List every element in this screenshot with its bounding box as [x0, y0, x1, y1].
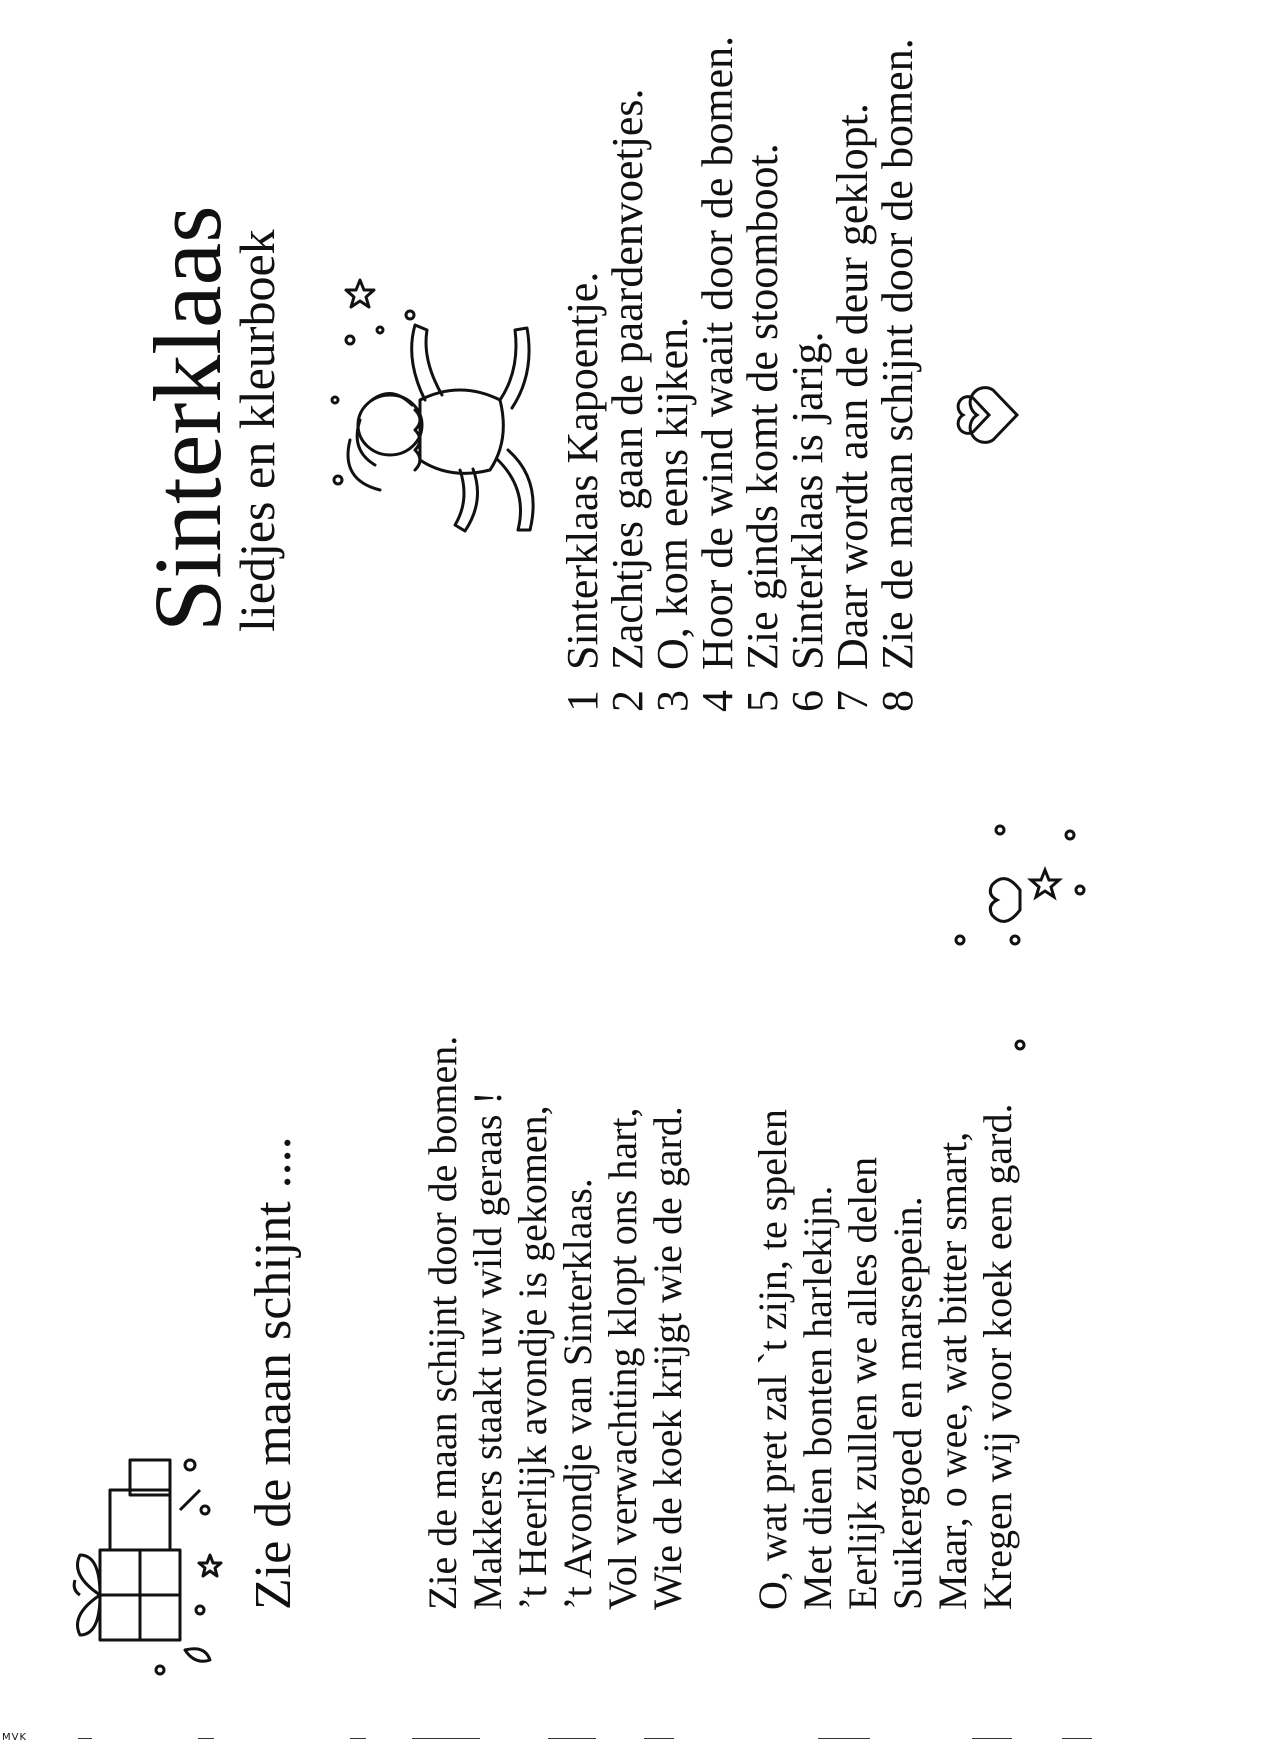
heart-star-sparkles — [950, 820, 1100, 1060]
verse-line: O, wat pret zal `t zijn, te spelen — [750, 1109, 795, 1610]
cut-line-segment — [78, 1738, 92, 1739]
cut-line-segment — [198, 1738, 214, 1739]
double-heart-icon — [955, 380, 1025, 450]
booklet-title: Sinterklaas — [134, 205, 241, 632]
verse-line: ’t Avondje van Sinterklaas. — [555, 1178, 600, 1610]
cut-line-segment — [818, 1738, 870, 1739]
toc-item: 2Zachtjes gaan de paardenvoetjes. — [603, 88, 652, 712]
cut-line-segment — [644, 1738, 674, 1739]
verse-line: Wie de koek krijgt wie de gard. — [645, 1106, 690, 1610]
booklet-subtitle: liedjes en kleurboek — [229, 229, 285, 632]
cut-line-segment — [412, 1738, 480, 1739]
verse-line: Maar, o wee, wat bitter smart, — [930, 1131, 975, 1610]
song-title: Zie de maan schijnt .... — [245, 1136, 302, 1610]
toc-item: 5Zie ginds komt de stoomboot. — [738, 143, 787, 712]
verse-line: Makkers staakt uw wild geraas ! — [465, 1091, 510, 1610]
gift-boxes-illustration — [70, 1450, 220, 1680]
cut-line-segment — [1062, 1738, 1092, 1739]
jumping-pete-illustration — [320, 300, 560, 560]
verse-2 — [750, 1104, 1020, 1610]
toc-item: 6Sinterklaas is jarig. — [783, 331, 832, 712]
verse-line: ’t Heerlijk avondje is gekomen, — [510, 1105, 555, 1610]
toc-item: 3O, kom eens kijken. — [648, 316, 697, 712]
verse-line: Suikergoed en marsepein. — [885, 1196, 930, 1610]
cut-line-segment — [350, 1738, 366, 1739]
credit-text: MVK — [2, 1732, 28, 1743]
toc-item: 8Zie de maan schijnt door de bomen. — [873, 38, 922, 712]
verse-line: Met dien bonten harlekijn. — [795, 1185, 840, 1610]
cut-line-segment — [548, 1738, 596, 1739]
toc-item: 1Sinterklaas Kapoentje. — [558, 271, 607, 712]
toc-item: 4Hoor de wind waait door de bomen. — [693, 35, 742, 712]
table-of-contents — [560, 36, 920, 712]
verse-1 — [420, 1036, 690, 1610]
verse-line: Kregen wij voor koek een gard. — [975, 1103, 1020, 1610]
verse-line: Zie de maan schijnt door de bomen. — [420, 1035, 465, 1610]
verse-line: Eerlijk zullen we alles delen — [840, 1156, 885, 1610]
toc-item: 7Daar wordt aan de deur geklopt. — [828, 103, 877, 712]
verse-line: Vol verwachting klopt ons hart, — [600, 1107, 645, 1610]
cut-line-segment — [972, 1738, 1012, 1739]
